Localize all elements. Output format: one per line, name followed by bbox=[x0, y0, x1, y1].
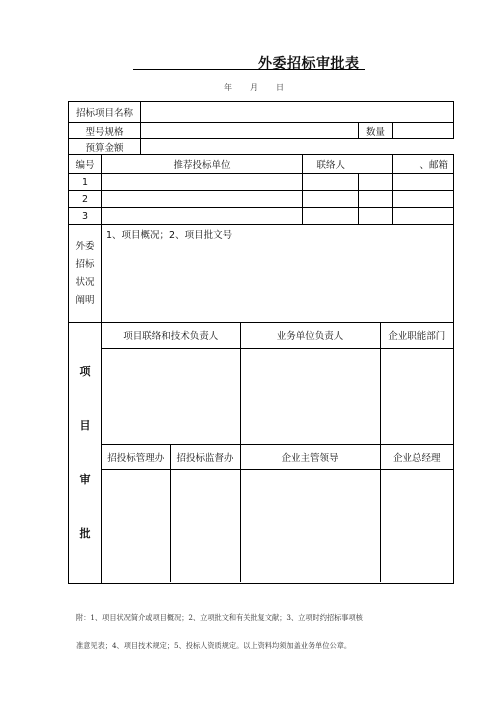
vendor-contact-cell[interactable] bbox=[303, 174, 359, 191]
approval-sign-cell[interactable] bbox=[240, 469, 380, 582]
model-spec-field[interactable] bbox=[141, 123, 359, 139]
footer-note-line-2: 准意见表；4、项目技术规定；5、投标人资质规定。以上资料均须加盖业务单位公章。 bbox=[76, 641, 352, 650]
approval-side-char: 项 bbox=[79, 365, 91, 378]
approval-sign-cell[interactable] bbox=[240, 348, 380, 444]
date-day-label: 日 bbox=[276, 83, 284, 92]
budget-label: 预算金额 bbox=[69, 139, 141, 155]
vendor-email-cell[interactable] bbox=[393, 208, 454, 225]
approval-header-director: 企业主管领导 bbox=[240, 444, 380, 469]
quantity-label: 数量 bbox=[359, 123, 393, 139]
vendor-unit-cell[interactable] bbox=[102, 191, 303, 208]
model-spec-label: 型号规格 bbox=[69, 123, 141, 139]
approval-side-char: 批 bbox=[79, 527, 91, 540]
budget-field[interactable] bbox=[141, 139, 454, 155]
form-title: 外委招标审批表 bbox=[258, 56, 360, 72]
vendor-unit-cell[interactable] bbox=[102, 174, 303, 191]
approval-header-unit-head: 业务单位负责人 bbox=[240, 323, 380, 348]
vendor-extra-cell[interactable] bbox=[359, 208, 393, 225]
vendor-row-number: 3 bbox=[69, 208, 102, 225]
outsourcing-label-line: 招标 bbox=[75, 258, 95, 270]
approval-header-tech-lead: 项目联络和技术负责人 bbox=[102, 323, 240, 348]
approval-sign-cell[interactable] bbox=[170, 469, 240, 582]
vendor-email-cell[interactable] bbox=[393, 174, 454, 191]
project-approval-label bbox=[69, 323, 102, 584]
project-name-field[interactable] bbox=[141, 102, 454, 123]
approval-header-bidding-supervision: 招投标监督办 bbox=[170, 444, 240, 469]
date-year-label: 年 bbox=[224, 83, 232, 92]
approval-side-char: 审 bbox=[79, 473, 91, 486]
vendor-row-number: 2 bbox=[69, 191, 102, 208]
outsourcing-content[interactable]: 1、项目概况；2、项目批文号 bbox=[102, 225, 454, 323]
approval-side-char: 目 bbox=[79, 419, 91, 432]
approval-header-function-dept: 企业职能部门 bbox=[380, 323, 453, 348]
vendor-header-unit: 推荐投标单位 bbox=[102, 155, 303, 174]
approval-grid bbox=[102, 323, 454, 584]
outsourcing-label-line: 状况 bbox=[75, 276, 95, 288]
vendor-row-number: 1 bbox=[69, 174, 102, 191]
vendor-header-number: 编号 bbox=[69, 155, 102, 174]
date-month-label: 月 bbox=[250, 83, 258, 92]
approval-sign-cell[interactable] bbox=[102, 469, 170, 582]
footer-note-line-1: 附：1、项目状况简介或项目概况；2、立项批文和有关批复文献；3、立项时约招标事项核 bbox=[76, 613, 363, 622]
vendor-contact-cell[interactable] bbox=[303, 208, 359, 225]
approval-sign-cell[interactable] bbox=[380, 348, 453, 444]
vendor-extra-cell[interactable] bbox=[359, 191, 393, 208]
vendor-contact-cell[interactable] bbox=[303, 191, 359, 208]
approval-header-bidding-mgmt: 招投标管理办 bbox=[102, 444, 170, 469]
outsourcing-label-line: 外委 bbox=[75, 240, 95, 252]
project-name-label: 招标项目名称 bbox=[69, 102, 141, 123]
approval-form-table bbox=[68, 101, 454, 584]
approval-sign-cell[interactable] bbox=[380, 469, 453, 582]
vendor-extra-cell[interactable] bbox=[359, 174, 393, 191]
outsourcing-label-line: 阐明 bbox=[75, 294, 95, 306]
vendor-header-email: 、邮箱 bbox=[393, 155, 454, 174]
quantity-field[interactable] bbox=[393, 123, 454, 139]
vendor-email-cell[interactable] bbox=[393, 191, 454, 208]
approval-header-general-manager: 企业总经理 bbox=[380, 444, 453, 469]
vendor-unit-cell[interactable] bbox=[102, 208, 303, 225]
approval-sign-cell[interactable] bbox=[102, 348, 240, 444]
outsourcing-label bbox=[69, 225, 102, 323]
vendor-header-contact: 联络人 bbox=[303, 155, 359, 174]
